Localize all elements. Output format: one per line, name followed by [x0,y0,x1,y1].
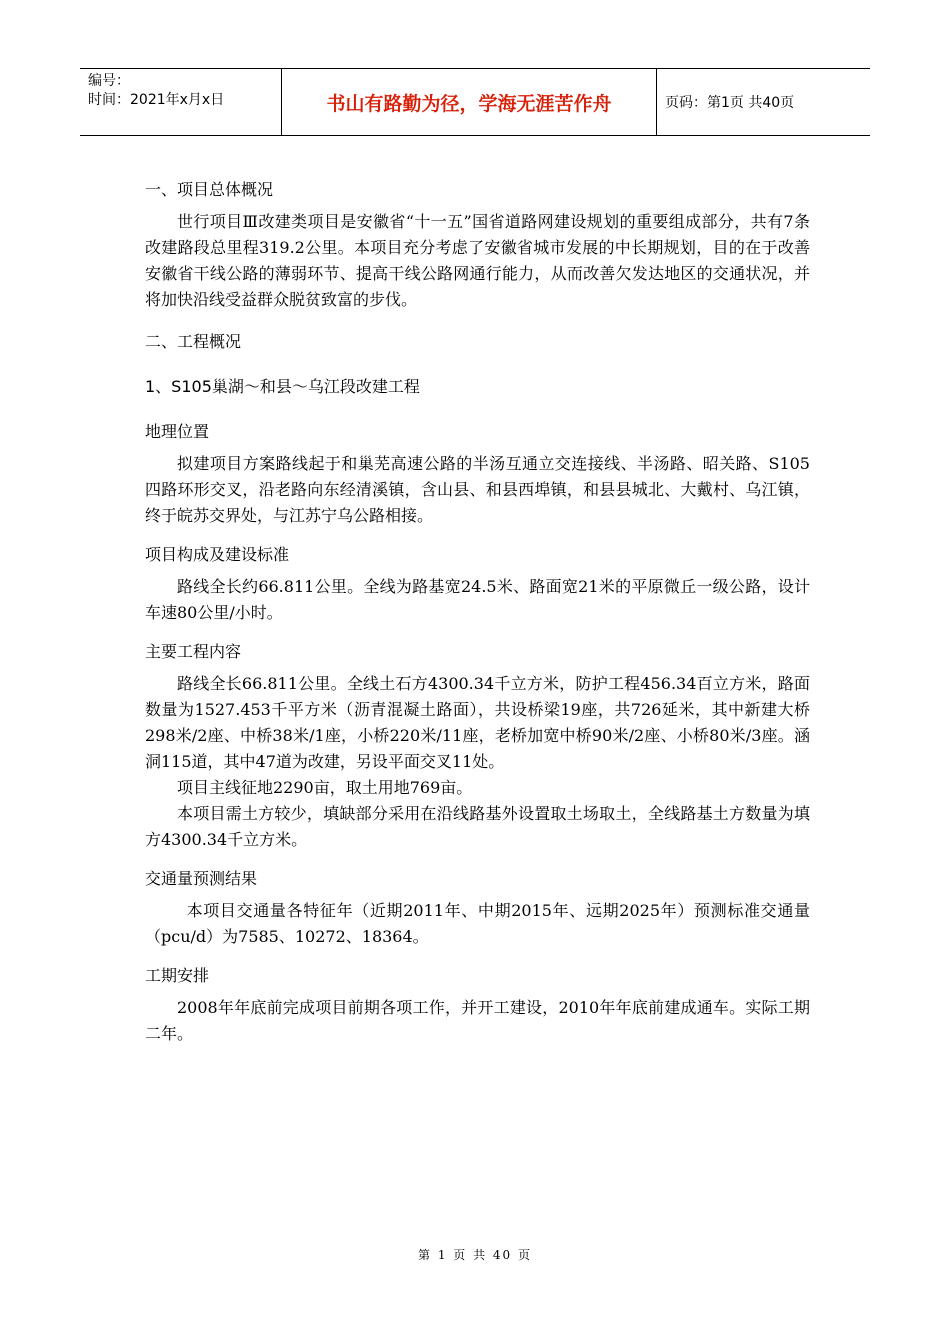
document-body [145,177,810,1047]
paragraph-land-use: 项目主线征地2290亩，取土用地769亩。 [177,778,473,797]
paragraph-main-works: 路线全长66.811公里。全线土石方4300.34千立方米，防护工程456.34百立方米，路面数量为1527.453千平方米（沥青混凝土路面），共设桥梁19座，共726延米，其中新建大桥298米/2座、中桥38米/1座，小桥220米/11座，老桥加宽中桥90米/2座、小桥80米/3座。涵洞115道，其中47道为改建，另设平面交叉11处。 [145,674,810,771]
page-footer: 第 1 页 共 40 页 [418,1248,532,1262]
paragraph-schedule: 2008年年底前完成项目前期各项工作，并开工建设，2010年年底前建成通车。实际工期二年。 [145,998,810,1043]
heading-main-works: 主要工程内容 [145,642,242,661]
paragraph-traffic-forecast: 本项目交通量各特征年（近期2011年、中期2015年、远期2025年）预测标准交通量（pcu/d）为7585、10272、18364。 [145,901,810,946]
header-motto: 书山有路勤为径，学海无涯苦作舟 [282,69,657,135]
heading-schedule: 工期安排 [145,966,210,985]
paragraph-overview: 世行项目Ⅲ改建类项目是安徽省“十一五”国省道路网建设规划的重要组成部分，共有7条改建路段总里程319.2公里。本项目充分考虑了安徽省城市发展的中长期规划，目的在于改善安徽省干线公路的薄弱环节、提高干线公路网通行能力，从而改善欠发达地区的交通状况，并将加快沿线受益群众脱贫致富的步伐。 [145,212,810,309]
heading-standard: 项目构成及建设标准 [145,545,290,564]
section-title-engineering: 二、工程概况 [145,332,242,351]
heading-geography: 地理位置 [145,422,210,441]
paragraph-standard: 路线全长约66.811公里。全线为路基宽24.5米、路面宽21米的平原微丘一级公路，设计车速80公里/小时。 [145,577,810,622]
document-date: 时间：2021年x月x日 [88,92,225,108]
page-header [80,68,870,136]
header-page-info: 页码：第1页 共40页 [665,95,795,111]
heading-traffic-forecast: 交通量预测结果 [145,869,258,888]
section-title-overview: 一、项目总体概况 [145,180,274,199]
subsection-title-s105: 1、S105巢湖～和县～乌江段改建工程 [145,377,420,396]
document-number-label: 编号： [88,73,130,89]
header-meta [80,69,282,135]
paragraph-geography: 拟建项目方案路线起于和巢芜高速公路的半汤互通立交连接线、半汤路、昭关路、S105四路环形交叉，沿老路向东经清溪镇，含山县、和县西埠镇，和县县城北、大戴村、乌江镇，终于皖苏交界处，与江苏宁乌公路相接。 [145,454,810,525]
paragraph-earthwork: 本项目需土方较少，填缺部分采用在沿线路基外设置取土场取土，全线路基土方数量为填方4300.34千立方米。 [145,804,810,849]
